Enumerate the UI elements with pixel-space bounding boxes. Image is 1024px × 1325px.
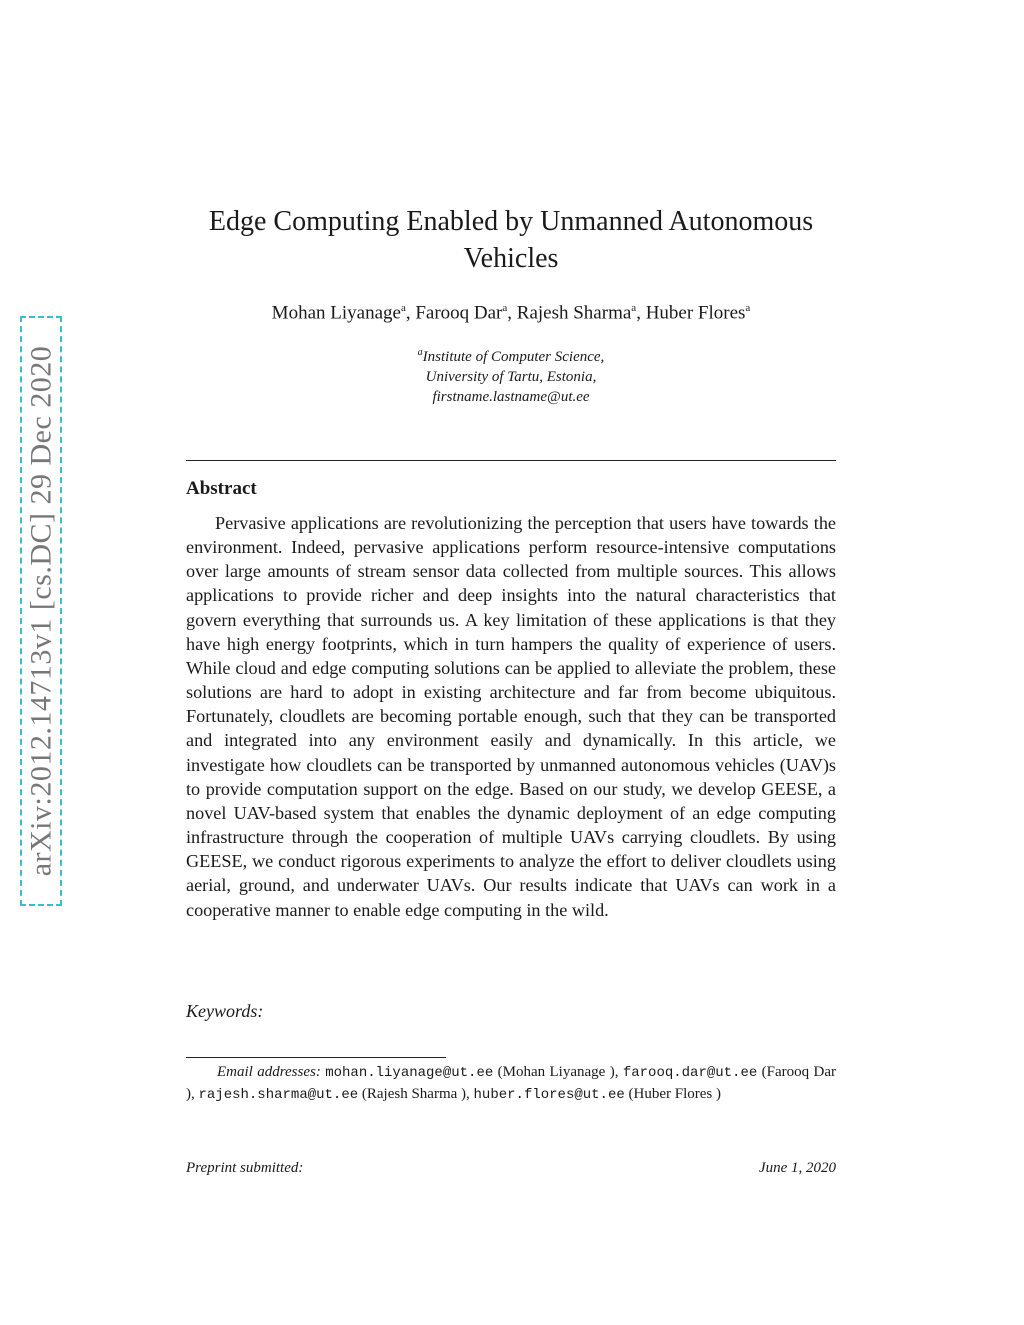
- affiliation-block: [186, 343, 836, 407]
- affiliation-line: University of Tartu, Estonia,: [425, 369, 597, 385]
- author-name: Mohan Liyanage: [271, 302, 401, 324]
- preprint-note: Preprint submitted:: [186, 1160, 304, 1176]
- author-list: Mohan Liyanage$^a$, Farooq Dar$^a$, Rajesh Sharma$^a$, Huber Flores$^a$: [271, 302, 751, 324]
- email-owner: (Farooq Dar ): [186, 1064, 837, 1102]
- email-owner: (Rajesh Sharma ): [361, 1085, 467, 1102]
- email-owner: (Huber Flores ): [628, 1085, 721, 1102]
- author-affiliation-mark: a: [631, 302, 637, 314]
- affiliation-line: $^a$Institute of Computer Science,: [417, 347, 605, 365]
- abstract-text: Pervasive applications are revolutionizing the perception that users have towards the environment. Indeed, pervasive applications perform resource-intensive computations over large amounts of stream sensor data collected from multiple sources. This allows applications to provide richer and deep insights into the natural characteristics that govern everything that surrounds us. A key limitation of these applications is that they have high energy footprints, which in turn hampers the quality of experience of users. While cloud and edge computing solutions can be applied to alleviate the problem, these solutions are hard to adopt in existing architecture and far from become ubiquitous. Fortunately, cloudlets are becoming portable enough, such that they can be transported and integrated into any environment easily and dynamically. In this article, we investigate how cloudlets can be transported by unmanned autonomous vehicles (UAV)s to provide computation support on the edge. Based on our study, we develop GEESE, a novel UAV-based system that enables the dynamic deployment of an edge computing infrastructure through the cooperation of multiple UAVs carrying cloudlets. By using GEESE, we conduct rigorous experiments to analyze the effort to deliver cloudlets using aerial, ground, and underwater UAVs. Our results indicate that UAVs can work in a cooperative manner to enable edge computing in the wild.: [186, 513, 836, 920]
- author-name: Rajesh Sharma: [516, 302, 632, 324]
- arxiv-identifier: arXiv:2012.14713v1 [cs.DC] 29 Dec 2020: [24, 345, 57, 877]
- affiliation-mark: a: [417, 347, 423, 358]
- abstract-top-rule: [186, 460, 836, 461]
- author-name: Huber Flores: [645, 302, 746, 324]
- email-link[interactable]: mohan.liyanage@ut.ee: [325, 1065, 494, 1081]
- author-name: Farooq Dar: [415, 302, 503, 324]
- email-footnote: Email addresses: mohan.liyanage@ut.ee (Mohan Liyanage ), farooq.dar@ut.ee (Farooq Dar ), rajesh.sharma@ut.ee (Rajesh Sharma ), huber.flores@ut.ee (Huber Flores ): [186, 1064, 837, 1103]
- arxiv-identifier-stamp: [20, 316, 62, 906]
- author-affiliation-mark: a: [502, 302, 508, 314]
- author-affiliation-mark: a: [400, 302, 406, 314]
- email-owner: (Mohan Liyanage ): [497, 1064, 615, 1080]
- email-link[interactable]: farooq.dar@ut.ee: [622, 1065, 758, 1081]
- email-link[interactable]: rajesh.sharma@ut.ee: [198, 1086, 359, 1103]
- paper-title: Edge Computing Enabled by Unmanned Autonomous Vehicles: [208, 206, 814, 274]
- footnote-rule: [186, 1057, 446, 1058]
- abstract-heading: Abstract: [186, 478, 257, 499]
- footnote-label: Email addresses:: [217, 1064, 321, 1080]
- author-affiliation-mark: a: [745, 302, 751, 314]
- affiliation-email: firstname.lastname@ut.ee: [432, 389, 590, 405]
- preprint-date: June 1, 2020: [758, 1160, 836, 1176]
- email-link[interactable]: huber.flores@ut.ee: [473, 1086, 625, 1103]
- keywords-label: Keywords:: [186, 1001, 264, 1021]
